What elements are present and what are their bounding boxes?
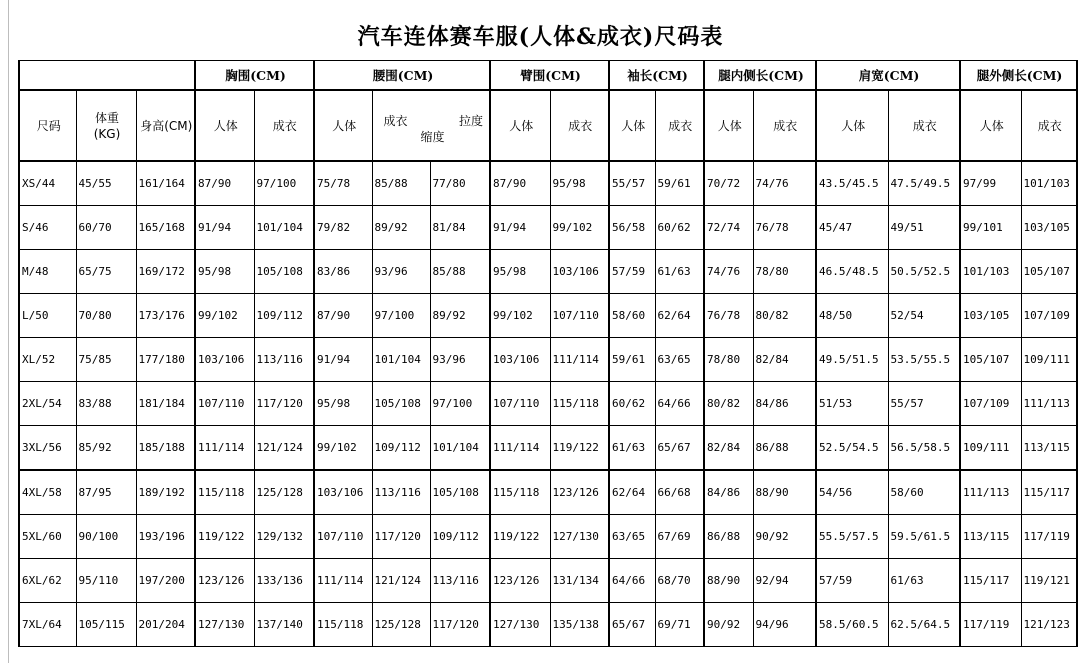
sub-header-outseam-body: 人体 — [960, 90, 1021, 161]
cell-sleeve-garment: 66/68 — [655, 470, 704, 515]
cell-size: S/46 — [19, 206, 76, 250]
cell-sleeve-body: 64/66 — [609, 559, 655, 603]
group-header-sleeve: 袖长(CM) — [609, 61, 704, 91]
cell-arm-body: 103/106 — [490, 338, 550, 382]
cell-inseam-body: 86/88 — [704, 515, 753, 559]
cell-height: 177/180 — [136, 338, 195, 382]
cell-height: 181/184 — [136, 382, 195, 426]
cell-arm-body: 95/98 — [490, 250, 550, 294]
cell-shoulder-body: 48/50 — [816, 294, 888, 338]
cell-sleeve-body: 65/67 — [609, 603, 655, 647]
cell-outseam-body: 109/111 — [960, 426, 1021, 471]
sub-header-row — [19, 90, 1077, 161]
sub-header-waist-stretch: 拉度 — [459, 114, 484, 128]
cell-arm-garment: 135/138 — [550, 603, 609, 647]
sub-header-weight — [76, 90, 136, 161]
table-row — [19, 559, 1077, 603]
cell-waist-stretch: 81/84 — [430, 206, 490, 250]
cell-height: 185/188 — [136, 426, 195, 471]
cell-size: L/50 — [19, 294, 76, 338]
cell-height: 201/204 — [136, 603, 195, 647]
group-header-shoulder: 肩宽(CM) — [816, 61, 960, 91]
table-row — [19, 206, 1077, 250]
sub-header-inseam-body: 人体 — [704, 90, 753, 161]
cell-chest-body: 111/114 — [195, 426, 254, 471]
cell-waist-garment: 101/104 — [372, 338, 430, 382]
cell-shoulder-garment: 50.5/52.5 — [888, 250, 960, 294]
table-row — [19, 603, 1077, 647]
cell-sleeve-garment: 63/65 — [655, 338, 704, 382]
cell-outseam-body: 99/101 — [960, 206, 1021, 250]
cell-waist-garment: 121/124 — [372, 559, 430, 603]
table-row — [19, 338, 1077, 382]
cell-outseam-garment: 117/119 — [1021, 515, 1077, 559]
cell-arm-garment: 103/106 — [550, 250, 609, 294]
cell-weight: 75/85 — [76, 338, 136, 382]
cell-shoulder-body: 49.5/51.5 — [816, 338, 888, 382]
cell-shoulder-body: 51/53 — [816, 382, 888, 426]
cell-inseam-body: 78/80 — [704, 338, 753, 382]
cell-arm-garment: 115/118 — [550, 382, 609, 426]
cell-height: 161/164 — [136, 161, 195, 206]
cell-chest-body: 99/102 — [195, 294, 254, 338]
cell-weight: 60/70 — [76, 206, 136, 250]
cell-waist-stretch: 93/96 — [430, 338, 490, 382]
cell-arm-body: 115/118 — [490, 470, 550, 515]
cell-size: 3XL/56 — [19, 426, 76, 471]
cell-chest-garment: 113/116 — [254, 338, 314, 382]
cell-waist-body: 91/94 — [314, 338, 372, 382]
sub-header-waist-shrink: 缩度 — [420, 130, 445, 144]
sub-header-weight-unit: (KG) — [93, 126, 121, 141]
cell-arm-body: 91/94 — [490, 206, 550, 250]
group-header-outseam: 腿外侧长(CM) — [960, 61, 1077, 91]
cell-inseam-body: 84/86 — [704, 470, 753, 515]
cell-size: XL/52 — [19, 338, 76, 382]
cell-shoulder-garment: 61/63 — [888, 559, 960, 603]
cell-inseam-body: 70/72 — [704, 161, 753, 206]
sub-header-inseam-garment: 成衣 — [753, 90, 816, 161]
cell-chest-body: 95/98 — [195, 250, 254, 294]
sheet-margin-line — [8, 0, 9, 663]
cell-sleeve-garment: 60/62 — [655, 206, 704, 250]
cell-shoulder-garment: 62.5/64.5 — [888, 603, 960, 647]
cell-waist-stretch: 117/120 — [430, 603, 490, 647]
cell-inseam-body: 76/78 — [704, 294, 753, 338]
blank-header-cell — [19, 61, 195, 91]
cell-height: 197/200 — [136, 559, 195, 603]
cell-weight: 95/110 — [76, 559, 136, 603]
cell-arm-garment: 111/114 — [550, 338, 609, 382]
cell-arm-body: 99/102 — [490, 294, 550, 338]
cell-chest-garment: 109/112 — [254, 294, 314, 338]
cell-arm-garment: 123/126 — [550, 470, 609, 515]
sub-header-shoulder-garment: 成衣 — [888, 90, 960, 161]
cell-arm-garment: 131/134 — [550, 559, 609, 603]
cell-waist-body: 95/98 — [314, 382, 372, 426]
cell-chest-garment: 121/124 — [254, 426, 314, 471]
cell-outseam-body: 115/117 — [960, 559, 1021, 603]
cell-weight: 85/92 — [76, 426, 136, 471]
cell-weight: 105/115 — [76, 603, 136, 647]
cell-shoulder-body: 46.5/48.5 — [816, 250, 888, 294]
cell-height: 173/176 — [136, 294, 195, 338]
cell-waist-stretch: 105/108 — [430, 470, 490, 515]
cell-waist-garment: 93/96 — [372, 250, 430, 294]
cell-outseam-garment: 107/109 — [1021, 294, 1077, 338]
cell-inseam-body: 88/90 — [704, 559, 753, 603]
cell-inseam-garment: 78/80 — [753, 250, 816, 294]
cell-waist-garment: 109/112 — [372, 426, 430, 471]
cell-chest-garment: 133/136 — [254, 559, 314, 603]
cell-shoulder-body: 43.5/45.5 — [816, 161, 888, 206]
group-header-chest: 胸围(CM) — [195, 61, 314, 91]
cell-outseam-garment: 115/117 — [1021, 470, 1077, 515]
cell-waist-body: 111/114 — [314, 559, 372, 603]
cell-waist-body: 79/82 — [314, 206, 372, 250]
cell-waist-body: 99/102 — [314, 426, 372, 471]
table-row — [19, 250, 1077, 294]
cell-waist-garment: 89/92 — [372, 206, 430, 250]
sub-header-shoulder-body: 人体 — [816, 90, 888, 161]
cell-sleeve-body: 62/64 — [609, 470, 655, 515]
cell-weight: 45/55 — [76, 161, 136, 206]
cell-waist-stretch: 97/100 — [430, 382, 490, 426]
cell-chest-body: 91/94 — [195, 206, 254, 250]
cell-inseam-body: 74/76 — [704, 250, 753, 294]
cell-inseam-body: 80/82 — [704, 382, 753, 426]
cell-inseam-garment: 88/90 — [753, 470, 816, 515]
cell-waist-stretch: 113/116 — [430, 559, 490, 603]
cell-chest-body: 103/106 — [195, 338, 254, 382]
cell-outseam-body: 117/119 — [960, 603, 1021, 647]
cell-sleeve-garment: 68/70 — [655, 559, 704, 603]
cell-shoulder-body: 54/56 — [816, 470, 888, 515]
cell-chest-garment: 105/108 — [254, 250, 314, 294]
sub-header-waist-body: 人体 — [314, 90, 372, 161]
cell-shoulder-garment: 58/60 — [888, 470, 960, 515]
cell-shoulder-garment: 59.5/61.5 — [888, 515, 960, 559]
cell-waist-body: 75/78 — [314, 161, 372, 206]
cell-size: M/48 — [19, 250, 76, 294]
cell-sleeve-garment: 69/71 — [655, 603, 704, 647]
cell-arm-garment: 107/110 — [550, 294, 609, 338]
cell-height: 189/192 — [136, 470, 195, 515]
table-row — [19, 470, 1077, 515]
cell-size: 6XL/62 — [19, 559, 76, 603]
cell-chest-body: 115/118 — [195, 470, 254, 515]
cell-weight: 65/75 — [76, 250, 136, 294]
cell-sleeve-garment: 65/67 — [655, 426, 704, 471]
cell-weight: 70/80 — [76, 294, 136, 338]
group-header-inseam: 腿内侧长(CM) — [704, 61, 816, 91]
cell-arm-body: 123/126 — [490, 559, 550, 603]
cell-shoulder-garment: 47.5/49.5 — [888, 161, 960, 206]
cell-arm-garment: 127/130 — [550, 515, 609, 559]
cell-inseam-body: 72/74 — [704, 206, 753, 250]
cell-arm-body: 111/114 — [490, 426, 550, 471]
cell-waist-stretch: 89/92 — [430, 294, 490, 338]
cell-size: 2XL/54 — [19, 382, 76, 426]
cell-sleeve-body: 58/60 — [609, 294, 655, 338]
cell-waist-garment: 117/120 — [372, 515, 430, 559]
cell-shoulder-garment: 52/54 — [888, 294, 960, 338]
cell-inseam-garment: 86/88 — [753, 426, 816, 471]
cell-waist-body: 107/110 — [314, 515, 372, 559]
cell-outseam-body: 105/107 — [960, 338, 1021, 382]
cell-outseam-garment: 119/121 — [1021, 559, 1077, 603]
cell-arm-body: 119/122 — [490, 515, 550, 559]
cell-chest-garment: 117/120 — [254, 382, 314, 426]
cell-outseam-garment: 103/105 — [1021, 206, 1077, 250]
cell-shoulder-body: 52.5/54.5 — [816, 426, 888, 471]
cell-shoulder-garment: 56.5/58.5 — [888, 426, 960, 471]
cell-waist-stretch: 101/104 — [430, 426, 490, 471]
cell-height: 169/172 — [136, 250, 195, 294]
sub-header-arm-garment: 成衣 — [550, 90, 609, 161]
cell-shoulder-body: 55.5/57.5 — [816, 515, 888, 559]
cell-outseam-garment: 121/123 — [1021, 603, 1077, 647]
cell-shoulder-body: 57/59 — [816, 559, 888, 603]
cell-outseam-garment: 113/115 — [1021, 426, 1077, 471]
group-header-arm: 臂围(CM) — [490, 61, 609, 91]
cell-outseam-body: 113/115 — [960, 515, 1021, 559]
cell-sleeve-garment: 61/63 — [655, 250, 704, 294]
cell-inseam-body: 90/92 — [704, 603, 753, 647]
cell-arm-body: 127/130 — [490, 603, 550, 647]
cell-sleeve-body: 60/62 — [609, 382, 655, 426]
cell-sleeve-body: 55/57 — [609, 161, 655, 206]
cell-sleeve-garment: 59/61 — [655, 161, 704, 206]
cell-arm-body: 107/110 — [490, 382, 550, 426]
cell-sleeve-body: 57/59 — [609, 250, 655, 294]
size-chart-table — [18, 60, 1078, 647]
cell-waist-garment: 113/116 — [372, 470, 430, 515]
cell-shoulder-garment: 55/57 — [888, 382, 960, 426]
size-rows — [19, 161, 1077, 647]
cell-size: 4XL/58 — [19, 470, 76, 515]
sub-header-weight-label: 体重 — [94, 110, 119, 125]
cell-sleeve-body: 59/61 — [609, 338, 655, 382]
cell-waist-garment: 85/88 — [372, 161, 430, 206]
cell-size: XS/44 — [19, 161, 76, 206]
cell-chest-body: 127/130 — [195, 603, 254, 647]
cell-chest-garment: 137/140 — [254, 603, 314, 647]
sub-header-chest-garment: 成衣 — [254, 90, 314, 161]
cell-waist-stretch: 77/80 — [430, 161, 490, 206]
cell-inseam-garment: 90/92 — [753, 515, 816, 559]
cell-sleeve-body: 56/58 — [609, 206, 655, 250]
cell-chest-garment: 129/132 — [254, 515, 314, 559]
sub-header-arm-body: 人体 — [490, 90, 550, 161]
sub-header-sleeve-garment: 成衣 — [655, 90, 704, 161]
cell-size: 7XL/64 — [19, 603, 76, 647]
cell-waist-body: 87/90 — [314, 294, 372, 338]
cell-chest-body: 123/126 — [195, 559, 254, 603]
group-header-waist: 腰围(CM) — [314, 61, 490, 91]
cell-shoulder-garment: 53.5/55.5 — [888, 338, 960, 382]
cell-waist-stretch: 85/88 — [430, 250, 490, 294]
cell-sleeve-body: 63/65 — [609, 515, 655, 559]
cell-sleeve-garment: 64/66 — [655, 382, 704, 426]
cell-waist-body: 103/106 — [314, 470, 372, 515]
cell-chest-body: 87/90 — [195, 161, 254, 206]
cell-weight: 83/88 — [76, 382, 136, 426]
table-row — [19, 426, 1077, 471]
cell-height: 193/196 — [136, 515, 195, 559]
sub-header-waist-garment: 成衣 — [383, 114, 408, 128]
cell-sleeve-body: 61/63 — [609, 426, 655, 471]
sub-header-outseam-garment: 成衣 — [1021, 90, 1077, 161]
cell-size: 5XL/60 — [19, 515, 76, 559]
cell-arm-garment: 119/122 — [550, 426, 609, 471]
cell-sleeve-garment: 67/69 — [655, 515, 704, 559]
cell-chest-garment: 101/104 — [254, 206, 314, 250]
cell-inseam-garment: 94/96 — [753, 603, 816, 647]
cell-outseam-garment: 101/103 — [1021, 161, 1077, 206]
sub-header-waist-garment-stretch — [372, 90, 490, 161]
cell-outseam-body: 101/103 — [960, 250, 1021, 294]
sub-header-size: 尺码 — [19, 90, 76, 161]
cell-weight: 87/95 — [76, 470, 136, 515]
sub-header-chest-body: 人体 — [195, 90, 254, 161]
sub-header-height: 身高(CM) — [136, 90, 195, 161]
cell-inseam-garment: 84/86 — [753, 382, 816, 426]
table-row — [19, 161, 1077, 206]
cell-arm-garment: 99/102 — [550, 206, 609, 250]
cell-weight: 90/100 — [76, 515, 136, 559]
cell-outseam-body: 107/109 — [960, 382, 1021, 426]
cell-waist-body: 83/86 — [314, 250, 372, 294]
cell-inseam-garment: 74/76 — [753, 161, 816, 206]
sub-header-sleeve-body: 人体 — [609, 90, 655, 161]
cell-chest-garment: 125/128 — [254, 470, 314, 515]
cell-chest-garment: 97/100 — [254, 161, 314, 206]
cell-inseam-garment: 82/84 — [753, 338, 816, 382]
cell-outseam-garment: 109/111 — [1021, 338, 1077, 382]
cell-inseam-garment: 80/82 — [753, 294, 816, 338]
cell-shoulder-body: 58.5/60.5 — [816, 603, 888, 647]
cell-chest-body: 119/122 — [195, 515, 254, 559]
cell-outseam-body: 103/105 — [960, 294, 1021, 338]
page-title: 汽车连体赛车服(人体&成衣)尺码表 — [357, 24, 724, 50]
cell-waist-garment: 105/108 — [372, 382, 430, 426]
cell-shoulder-garment: 49/51 — [888, 206, 960, 250]
cell-outseam-body: 111/113 — [960, 470, 1021, 515]
cell-waist-body: 115/118 — [314, 603, 372, 647]
table-row — [19, 515, 1077, 559]
cell-outseam-garment: 105/107 — [1021, 250, 1077, 294]
cell-shoulder-body: 45/47 — [816, 206, 888, 250]
cell-chest-body: 107/110 — [195, 382, 254, 426]
cell-arm-body: 87/90 — [490, 161, 550, 206]
cell-height: 165/168 — [136, 206, 195, 250]
cell-waist-garment: 97/100 — [372, 294, 430, 338]
cell-outseam-garment: 111/113 — [1021, 382, 1077, 426]
cell-arm-garment: 95/98 — [550, 161, 609, 206]
cell-inseam-body: 82/84 — [704, 426, 753, 471]
cell-sleeve-garment: 62/64 — [655, 294, 704, 338]
cell-outseam-body: 97/99 — [960, 161, 1021, 206]
cell-inseam-garment: 92/94 — [753, 559, 816, 603]
group-header-row — [19, 61, 1077, 91]
table-row — [19, 382, 1077, 426]
cell-waist-stretch: 109/112 — [430, 515, 490, 559]
cell-waist-garment: 125/128 — [372, 603, 430, 647]
cell-inseam-garment: 76/78 — [753, 206, 816, 250]
table-row — [19, 294, 1077, 338]
